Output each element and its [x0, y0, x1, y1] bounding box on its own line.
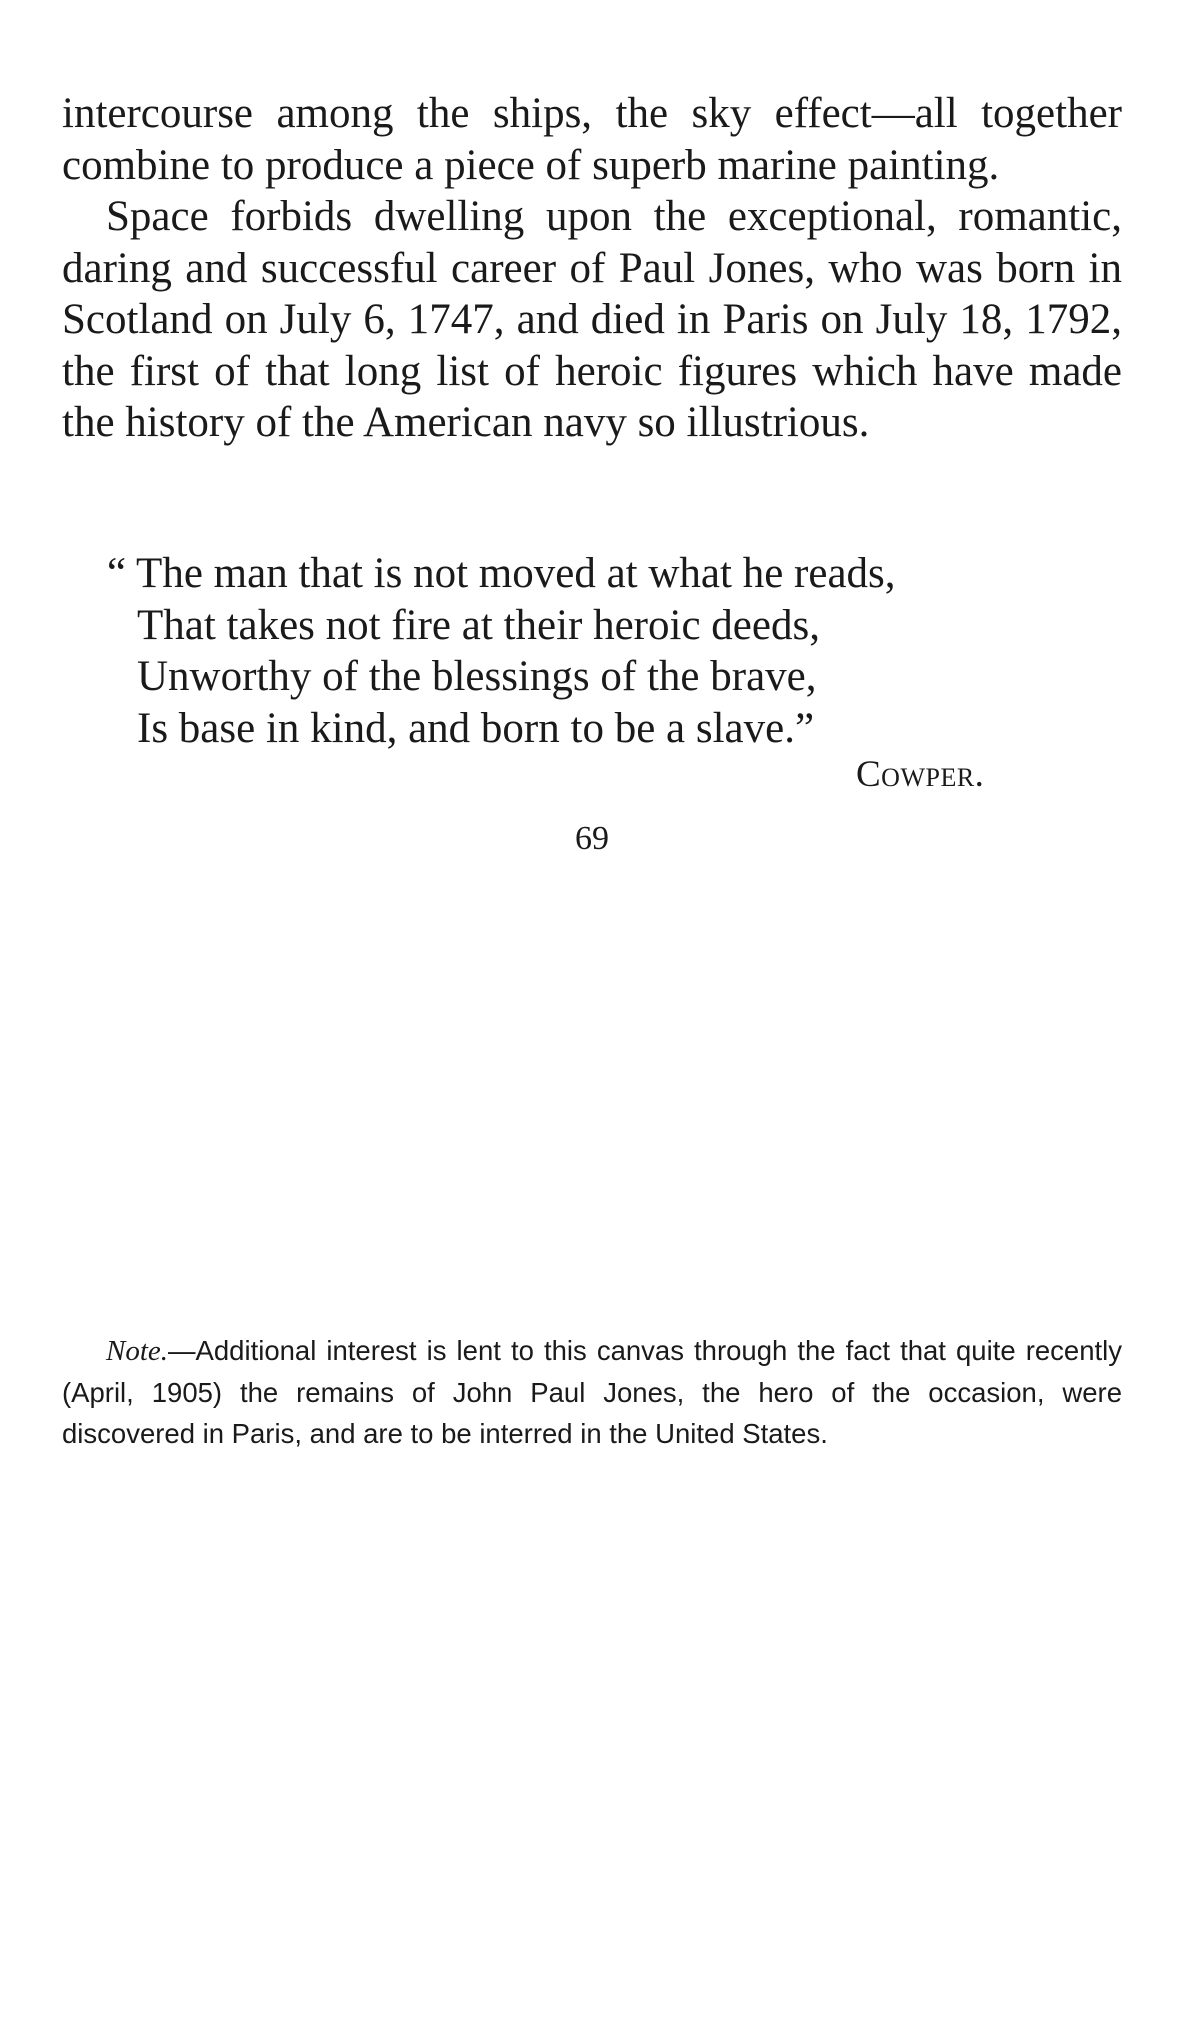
poem-attribution: Cowper.: [856, 754, 985, 795]
poem-quotation: [107, 548, 896, 754]
paragraph-paul-jones: Space forbids dwelling upon the exceptional, romantic, daring and successful career of Paul Jones, who was born in Scotland on July 6, 1747, and died in Paris on July 18, 1792, the first of that long list of heroic figures which have made the history of the American navy so illustrious.: [62, 193, 1122, 446]
poem-line: That takes not fire at their heroic deeds,: [137, 601, 820, 649]
body-text: [62, 88, 1122, 449]
poem-line: “ The man that is not moved at what he reads,: [107, 550, 896, 597]
page-number: 69: [575, 820, 609, 857]
poem-line: Is base in kind, and born to be a slave.”: [137, 704, 815, 752]
poem-line: Unworthy of the blessings of the brave,: [137, 653, 817, 700]
footnote: [62, 1330, 1122, 1454]
paragraph-continuation: intercourse among the ships, the sky effect—all together combine to produce a piece of superb marine painting.: [62, 90, 1122, 189]
footnote-label: Note.: [106, 1335, 169, 1367]
footnote-text: —Additional interest is lent to this canvas through the fact that quite recently (April, 1905) the remains of John Paul Jones, the hero of the occasion, were discovered in Paris, and are to be interred in the United States.: [62, 1335, 1122, 1449]
